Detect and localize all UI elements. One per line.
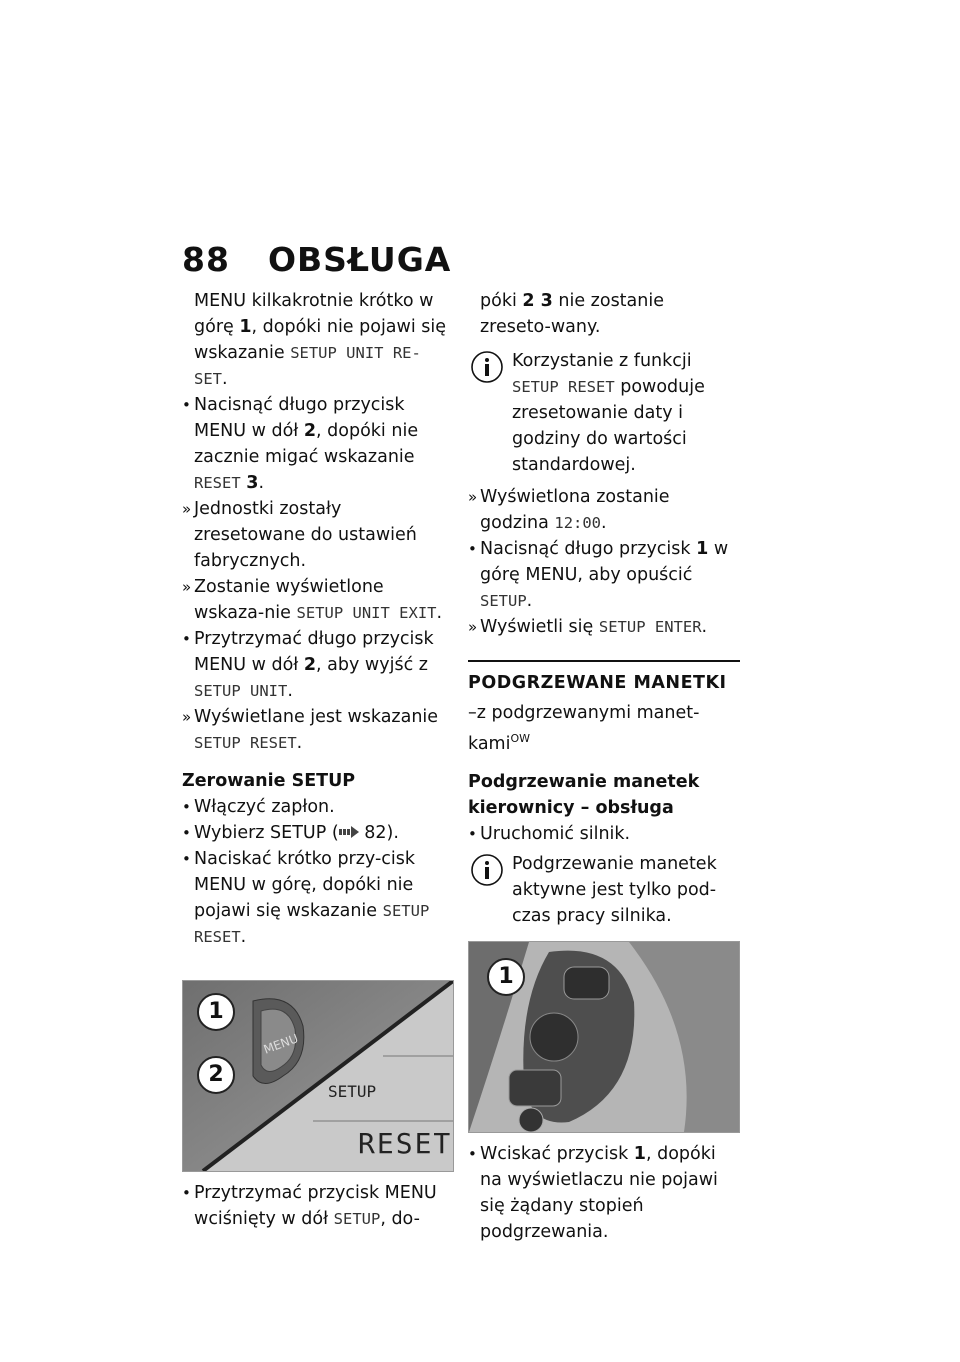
list-item <box>182 392 454 496</box>
result-marker: » <box>468 488 478 506</box>
display-code: SETUP ENTER <box>598 618 702 636</box>
callout-2: 2 <box>197 1056 235 1094</box>
text: . <box>601 513 607 533</box>
text: . <box>240 927 247 947</box>
display-code: SETUP UNIT EXIT <box>296 604 437 622</box>
ref-number: 2 <box>303 655 317 675</box>
text: . <box>701 617 708 637</box>
text: . <box>222 369 228 389</box>
display-code: SETUP UNIT RE-SET <box>194 344 421 388</box>
result-marker: » <box>182 708 192 726</box>
text: Przytrzymać przycisk MENU wciśnięty w dół <box>194 1183 437 1229</box>
display-code: 12:00 <box>554 514 602 532</box>
text: , dopóki na wyświetlaczu nie pojawi się żądany stopień podgrzewania. <box>480 1143 718 1242</box>
callout-1: 1 <box>487 958 525 996</box>
text: Jednostki zostały zresetowane do ustawień fabrycznych. <box>194 499 417 571</box>
text: Nacisnąć długo przycisk <box>480 539 697 559</box>
list-item <box>182 496 454 574</box>
list-item <box>182 574 454 626</box>
right-column <box>468 288 740 1245</box>
page-title: OBSŁUGA <box>267 240 452 279</box>
text: Korzystanie z funkcji <box>512 351 692 371</box>
text: . <box>258 473 265 493</box>
display-code: SETUP RESET <box>512 378 615 396</box>
arrow-ref-icon <box>339 826 359 838</box>
info-icon <box>470 350 504 384</box>
section-title: PODGRZEWANE MANETKI <box>468 660 740 696</box>
text: . <box>526 591 533 611</box>
text: Włączyć zapłon. <box>194 797 335 817</box>
info-note <box>468 851 740 929</box>
text: Uruchomić silnik. <box>480 823 631 844</box>
subheading: Zerowanie SETUP <box>182 771 356 791</box>
text: , aby wyjść z <box>316 655 428 675</box>
text: , dopóki nie pojawi się wskazanie <box>194 317 447 363</box>
list-item <box>182 846 454 950</box>
list-item <box>182 794 454 820</box>
ref-number: 1 <box>696 539 709 559</box>
text: Wyświetli się <box>480 617 599 637</box>
list-item <box>468 536 740 614</box>
page-ref: 82 <box>364 823 387 843</box>
subheading: Podgrzewanie manetek kierownicy – obsługa <box>468 771 700 818</box>
lcd-reset-text: RESET <box>358 1127 453 1160</box>
text: Przytrzymać długo przycisk MENU w dół <box>194 629 434 675</box>
result-marker: » <box>182 500 192 518</box>
bullet-marker: • <box>182 824 191 842</box>
text: , do- <box>380 1209 420 1229</box>
ref-number: 1 <box>239 317 252 337</box>
menu-button-figure <box>182 980 454 1172</box>
bullet-marker: • <box>182 630 191 648</box>
paragraph <box>468 288 740 340</box>
paragraph <box>182 288 454 392</box>
display-code: SETUP <box>333 1210 381 1228</box>
text: –z podgrzewanymi manet-kami <box>468 703 700 754</box>
page-number: 88 <box>182 240 230 279</box>
info-icon <box>470 853 504 887</box>
list-item <box>468 484 740 536</box>
list-item <box>182 820 454 846</box>
text: ). <box>386 823 399 843</box>
text: . <box>436 603 443 623</box>
text: Wybierz SETUP ( <box>194 823 339 843</box>
display-code: SETUP UNIT <box>194 682 288 700</box>
text: powoduje zresetowanie daty i godziny do wartości standardowej. <box>512 377 705 475</box>
lcd-setup-text: SETUP <box>328 1082 377 1101</box>
bullet-marker: • <box>468 824 477 843</box>
text: Wyświetlane jest wskazanie <box>194 707 439 727</box>
bullet-marker: • <box>182 1184 191 1202</box>
text: Wciskać przycisk <box>480 1143 634 1164</box>
left-column <box>182 288 454 1232</box>
ref-number: 3 <box>246 473 259 493</box>
heated-grips-figure <box>468 941 740 1133</box>
ref-number: 1 <box>633 1143 646 1164</box>
text: w górę MENU, aby opuścić <box>480 539 729 585</box>
list-item <box>468 614 740 640</box>
display-code: SETUP RESET <box>194 902 430 946</box>
list-item <box>468 821 740 847</box>
text: , dopóki nie zacznie migać wskazanie <box>194 421 419 467</box>
info-note <box>468 348 740 478</box>
text: MENU kilkakrotnie krótko w górę <box>194 291 434 337</box>
text: Podgrzewanie manetek aktywne jest tylko pod-czas pracy silnika. <box>512 853 717 926</box>
bullet-marker: • <box>468 1144 477 1163</box>
list-item <box>182 704 454 756</box>
menu-button-label: MENU <box>261 1031 301 1057</box>
page-header <box>182 240 451 279</box>
text: Naciskać krótko przy-cisk MENU w górę, dopóki nie pojawi się wskazanie <box>194 849 416 921</box>
ref-number: 2 3 <box>522 291 553 311</box>
list-item <box>182 626 454 704</box>
text: Nacisnąć długo przycisk MENU w dół <box>194 395 405 441</box>
bullet-marker: • <box>182 850 191 868</box>
text: . <box>287 681 293 701</box>
result-marker: » <box>468 618 478 636</box>
text: . <box>296 733 303 753</box>
display-code: SETUP RESET <box>194 734 297 752</box>
text: Wyświetlona zostanie godzina <box>480 487 670 533</box>
bullet-marker: • <box>468 540 477 558</box>
option-superscript: OW <box>510 732 531 745</box>
text: nie zostanie zreseto-wany. <box>480 291 664 337</box>
ref-number: 2 <box>303 421 317 441</box>
paragraph <box>468 700 740 757</box>
display-code: SETUP <box>480 592 527 610</box>
list-item <box>182 1180 454 1232</box>
result-marker: » <box>182 578 192 596</box>
callout-1: 1 <box>197 993 235 1031</box>
list-item <box>468 1141 740 1245</box>
bullet-marker: • <box>182 396 191 414</box>
display-code: RESET <box>194 474 241 492</box>
bullet-marker: • <box>182 798 191 816</box>
text: Zostanie wyświetlone wskaza-nie <box>194 577 384 623</box>
text: póki <box>480 291 523 311</box>
